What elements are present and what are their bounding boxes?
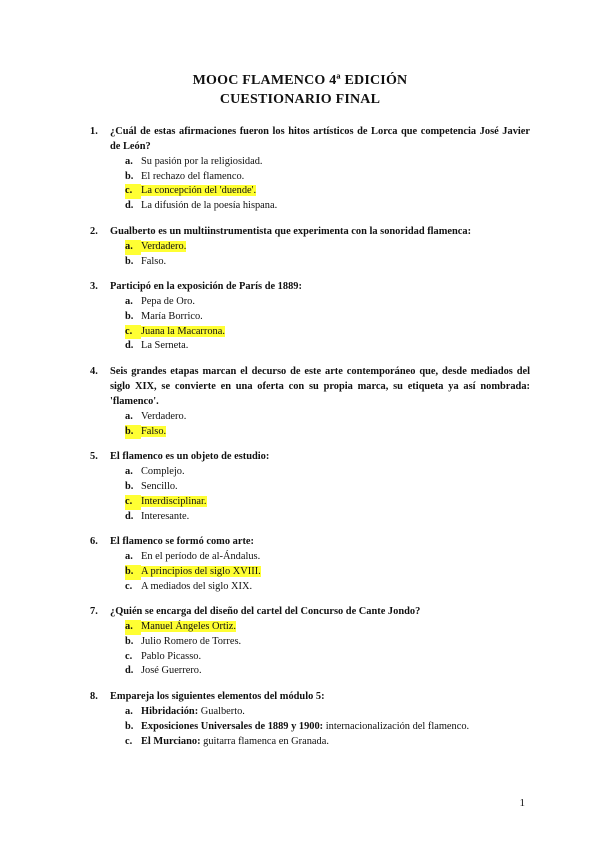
answer-option-selected: [125, 565, 530, 580]
question-text: Empareja los siguientes elementos del módulo 5:: [110, 691, 325, 703]
option-letter: d.: [125, 200, 134, 212]
question-text: Gualberto es un multiinstrumentista que experimenta con la sonoridad flamenca:: [110, 225, 472, 237]
option-letter: a.: [125, 551, 133, 563]
option-text: A mediados del siglo XIX.: [141, 580, 253, 592]
option-text-wrap: [141, 550, 260, 565]
question-2: [90, 224, 530, 269]
option-text: Sencillo.: [141, 481, 178, 493]
option-text-wrap: [141, 650, 201, 665]
question-number: 7.: [90, 606, 98, 618]
option-text: Complejo.: [141, 466, 185, 478]
option-text: Falso.: [141, 255, 167, 267]
answer-option: [125, 664, 530, 679]
document-title: MOOC FLAMENCO 4ª EDICIÓN: [192, 73, 408, 88]
option-text: Julio Romero de Torres.: [141, 636, 242, 648]
option-letter: c.: [125, 580, 133, 592]
answer-option: [125, 170, 530, 185]
option-text: Interesante.: [141, 510, 190, 522]
answer-option-selected: [125, 495, 530, 510]
option-letter: c.: [125, 650, 133, 662]
question-heading: [90, 364, 530, 409]
question-6: [90, 534, 530, 594]
answer-options: [125, 705, 530, 749]
option-text-wrap: [141, 295, 195, 310]
option-letter: a.: [125, 411, 133, 423]
option-text-wrap: [141, 720, 469, 735]
answer-options: [125, 240, 530, 269]
answer-option: [125, 580, 530, 595]
option-text: Gualberto.: [198, 706, 245, 718]
question-4: [90, 364, 530, 439]
option-letter: a.: [125, 620, 141, 635]
option-letter: b.: [125, 425, 141, 440]
option-text: Interdisciplinar.: [141, 495, 207, 507]
option-letter: c.: [125, 184, 141, 199]
question-7: [90, 604, 530, 679]
answer-option: [125, 510, 530, 525]
option-text: Verdadero.: [141, 411, 187, 423]
question-number: 5.: [90, 451, 98, 463]
option-text-wrap: [141, 480, 178, 495]
option-letter: b.: [125, 565, 141, 580]
question-number: 3.: [90, 281, 98, 293]
option-letter: b.: [125, 310, 134, 322]
option-bold-label: Exposiciones Universales de 1889 y 1900:: [141, 720, 324, 732]
option-letter: a.: [125, 466, 133, 478]
option-text-wrap: [141, 325, 225, 340]
question-number: 2.: [90, 225, 98, 237]
question-text: Participó en la exposición de París de 1889:: [110, 281, 302, 293]
answer-option: [125, 465, 530, 480]
option-text-wrap: [141, 635, 241, 650]
answer-option: [125, 650, 530, 665]
option-text: El rechazo del flamenco.: [141, 170, 245, 182]
question-heading: [90, 534, 530, 549]
question-text: El flamenco es un objeto de estudio:: [110, 451, 270, 463]
option-text-wrap: [141, 170, 244, 185]
question-number: 8.: [90, 691, 98, 703]
answer-options: [125, 410, 530, 439]
question-text: Seis grandes etapas marcan el decurso de este arte contemporáneo que, desde mediados del siglo XIX, se convierte en una oferta con su propia marca, su etiqueta ya así nombrada: 'flamenco'.: [110, 366, 530, 408]
option-text: internacionalización del flamenco.: [323, 720, 470, 732]
answer-options: [125, 155, 530, 214]
option-text-wrap: [141, 620, 236, 635]
option-letter: c.: [125, 735, 133, 747]
answer-option: [125, 310, 530, 325]
answer-option-selected: [125, 184, 530, 199]
answer-options: [125, 620, 530, 679]
answer-option: [125, 550, 530, 565]
page-number: 1: [519, 797, 525, 809]
option-text-wrap: [141, 339, 188, 354]
answer-option-selected: [125, 425, 530, 440]
option-text-wrap: [141, 184, 256, 199]
question-heading: [90, 689, 530, 704]
answer-option: [125, 295, 530, 310]
option-text: Pablo Picasso.: [141, 650, 202, 662]
option-text: La Serneta.: [141, 340, 189, 352]
option-text-wrap: [141, 565, 261, 580]
option-letter: d.: [125, 665, 134, 677]
option-text-wrap: [141, 580, 252, 595]
answer-option: [125, 480, 530, 495]
option-text-wrap: [141, 410, 186, 425]
question-number: 1.: [90, 126, 98, 137]
question-text: ¿Cuál de estas afirmaciones fueron los hitos artísticos de Lorca que competencia José Javier de León?: [110, 126, 530, 152]
document-subtitle: CUESTIONARIO FINAL: [219, 92, 381, 107]
option-text-wrap: [141, 495, 207, 510]
question-heading: [90, 449, 530, 464]
option-text: José Guerrero.: [141, 665, 202, 677]
question-5: [90, 449, 530, 524]
answer-option: [125, 199, 530, 214]
question-heading: [90, 124, 530, 154]
question-8: [90, 689, 530, 749]
option-letter: d.: [125, 510, 134, 522]
option-bold-label: Hibridación:: [141, 706, 199, 718]
question-heading: [90, 604, 530, 619]
answer-option-selected: [125, 240, 530, 255]
option-letter: a.: [125, 296, 133, 308]
option-text-wrap: [141, 510, 189, 525]
option-text-wrap: [141, 735, 329, 750]
answer-option-selected: [125, 325, 530, 340]
option-text: La concepción del 'duende'.: [141, 185, 257, 197]
answer-options: [125, 465, 530, 524]
option-text-wrap: [141, 425, 166, 440]
answer-option: [125, 720, 530, 735]
option-letter: b.: [125, 636, 134, 648]
answer-option: [125, 635, 530, 650]
option-letter: a.: [125, 240, 141, 255]
option-text-wrap: [141, 310, 203, 325]
answer-option: [125, 410, 530, 425]
answer-option-selected: [125, 620, 530, 635]
option-letter: c.: [125, 325, 141, 340]
option-letter: c.: [125, 495, 141, 510]
option-text-wrap: [141, 465, 185, 480]
question-number: 6.: [90, 536, 98, 548]
option-text: Juana la Macarrona.: [141, 325, 225, 337]
option-text: Falso.: [141, 425, 167, 437]
option-letter: a.: [125, 706, 133, 718]
option-text-wrap: [141, 199, 277, 214]
option-text: Verdadero.: [141, 240, 187, 252]
option-text-wrap: [141, 705, 245, 720]
answer-options: [125, 550, 530, 594]
option-text-wrap: [141, 155, 263, 170]
question-number: 4.: [90, 366, 98, 378]
option-text-wrap: [141, 255, 166, 270]
option-letter: d.: [125, 340, 134, 352]
answer-option: [125, 339, 530, 354]
option-bold-label: El Murciano:: [141, 735, 201, 747]
option-text: María Borrico.: [141, 310, 203, 322]
option-text: A principios del siglo XVIII.: [141, 565, 261, 577]
question-heading: [90, 224, 530, 239]
question-3: [90, 279, 530, 354]
answer-option: [125, 155, 530, 170]
answer-option: [125, 705, 530, 720]
option-text-wrap: [141, 240, 186, 255]
option-letter: b.: [125, 170, 134, 182]
option-text-wrap: [141, 664, 202, 679]
option-text: Manuel Ángeles Ortiz.: [141, 621, 236, 633]
option-text: Pepa de Oro.: [141, 296, 195, 308]
question-text: ¿Quién se encarga del diseño del cartel del Concurso de Cante Jondo?: [110, 606, 421, 618]
option-text: Su pasión por la religiosidad.: [141, 156, 263, 167]
option-letter: b.: [125, 720, 134, 732]
question-text: El flamenco se formó como arte:: [110, 536, 254, 548]
option-text: En el período de al-Ándalus.: [141, 551, 261, 563]
option-letter: b.: [125, 481, 134, 493]
answer-options: [125, 295, 530, 354]
question-list: [90, 124, 530, 759]
option-letter: b.: [125, 255, 134, 267]
question-1: [90, 124, 530, 214]
option-text: guitarra flamenca en Granada.: [200, 735, 329, 747]
question-heading: [90, 279, 530, 294]
option-text: La difusión de la poesía hispana.: [141, 200, 278, 212]
option-letter: a.: [125, 156, 133, 167]
answer-option: [125, 255, 530, 270]
answer-option: [125, 735, 530, 750]
